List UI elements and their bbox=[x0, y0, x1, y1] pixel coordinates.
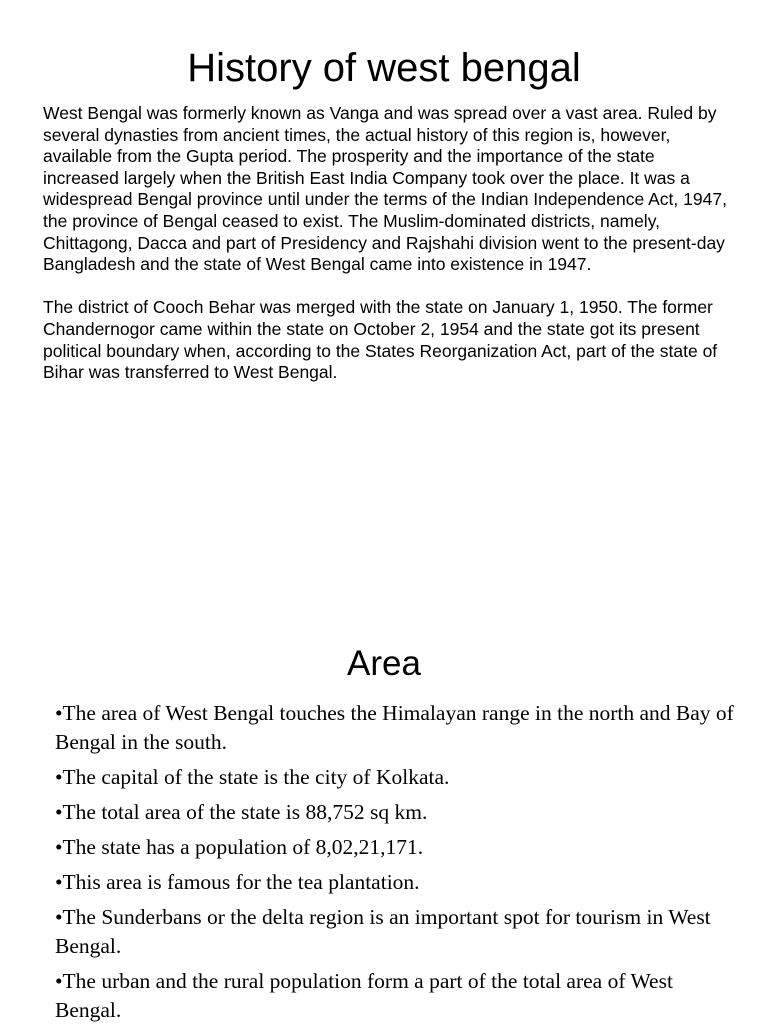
area-bullet: •The total area of the state is 88,752 sq km. bbox=[55, 800, 428, 824]
history-paragraph: The district of Cooch Behar was merged with the state on January 1, 1950. The former Chandernogor came within the state on October 2, 1954 and the state got its present political boundary when, according to the States Reorganization Act, part of the state of Bihar was transferred to West Bengal. bbox=[43, 297, 718, 383]
area-slide bbox=[0, 512, 768, 1024]
history-title: History of west bengal bbox=[187, 46, 581, 90]
area-title: Area bbox=[347, 644, 421, 683]
area-bullet-list bbox=[55, 699, 735, 1031]
history-slide bbox=[0, 0, 768, 512]
area-bullet: •The urban and the rural population form a part of the total area of West Bengal. bbox=[55, 969, 673, 1022]
history-body bbox=[43, 103, 733, 405]
area-bullet: •The Sunderbans or the delta region is an important spot for tourism in West Bengal. bbox=[55, 905, 711, 958]
area-bullet: •The state has a population of 8,02,21,171. bbox=[55, 835, 424, 859]
area-bullet: •This area is famous for the tea plantation. bbox=[55, 870, 420, 894]
area-bullet: •The capital of the state is the city of Kolkata. bbox=[55, 765, 450, 789]
history-paragraph: West Bengal was formerly known as Vanga and was spread over a vast area. Ruled by several dynasties from ancient times, the actual history of this region is, however, available from the Gupta period. The prosperity and the importance of the state increased largely when the British East India Company took over the place. It was a widespread Bengal province until under the terms of the Indian Independence Act, 1947, the province of Bengal ceased to exist. The Muslim-dominated districts, namely, Chittagong, Dacca and part of Presidency and Rajshahi division went to the present-day Bangladesh and the state of West Bengal came into existence in 1947. bbox=[43, 103, 727, 275]
area-bullet: •The area of West Bengal touches the Himalayan range in the north and Bay of Bengal in the south. bbox=[55, 701, 734, 754]
